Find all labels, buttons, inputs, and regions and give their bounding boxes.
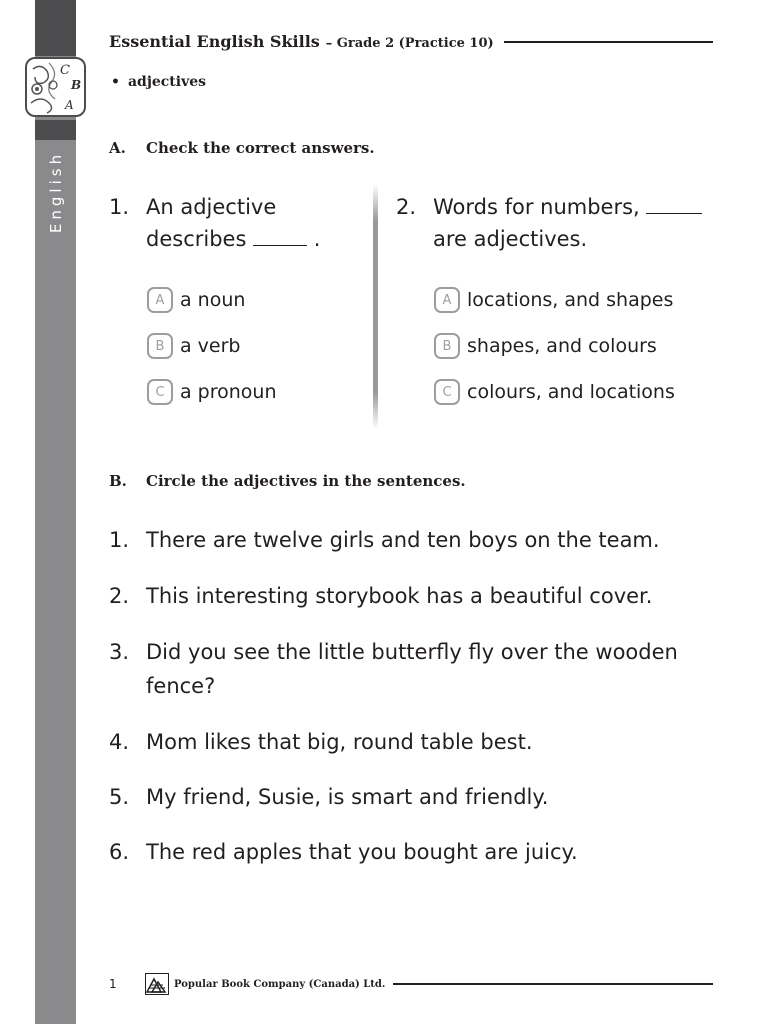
page-number: 1 — [109, 977, 117, 991]
sentence-text[interactable]: Did you see the little butterfly fly over the wooden fence? — [146, 640, 678, 698]
section-a-letter: A. — [109, 139, 126, 157]
question-1-text — [146, 191, 320, 255]
footer-rule — [393, 983, 713, 985]
section-b-letter: B. — [109, 472, 127, 490]
header-rule — [504, 41, 713, 43]
practice-label: – Grade 2 (Practice 10) — [325, 36, 494, 51]
sentence-number: 1. — [109, 528, 130, 552]
publisher-logo-icon — [145, 973, 169, 995]
option-text: a noun — [180, 289, 246, 311]
option-text: colours, and locations — [467, 381, 675, 403]
bullet-icon: • — [111, 74, 120, 90]
checkbox[interactable]: A — [147, 287, 173, 313]
answer-blank[interactable] — [253, 227, 307, 246]
question-1-period: . — [313, 227, 321, 251]
question-1-number: 1. — [109, 195, 130, 219]
section-b-instruction: Circle the adjectives in the sentences. — [146, 472, 466, 490]
topic-text: adjectives — [127, 74, 207, 90]
column-divider — [373, 184, 378, 429]
sentence-text[interactable]: The red apples that you bought are juicy. — [146, 840, 578, 864]
page-header — [109, 32, 713, 58]
option-text: locations, and shapes — [467, 289, 674, 311]
badge-letter-b: B — [71, 78, 82, 92]
checkbox[interactable]: C — [147, 379, 173, 405]
question-2 — [396, 191, 726, 255]
abc-logo-badge — [25, 57, 86, 117]
q2-option-a[interactable] — [434, 285, 673, 315]
option-text: a verb — [180, 335, 241, 357]
section-a-heading — [109, 139, 375, 157]
checkbox[interactable]: B — [147, 333, 173, 359]
question-2-number: 2. — [396, 195, 417, 219]
sentence-number: 4. — [109, 730, 130, 754]
sentence-text[interactable]: This interesting storybook has a beautiful cover. — [146, 584, 653, 608]
q1-option-c[interactable] — [147, 377, 277, 407]
topic-line — [111, 74, 206, 90]
section-b-heading — [109, 472, 466, 490]
checkbox[interactable]: A — [434, 287, 460, 313]
checkbox[interactable]: B — [434, 333, 460, 359]
question-1-line1: An adjective — [146, 195, 277, 219]
option-text: shapes, and colours — [467, 335, 657, 357]
sentence-number: 2. — [109, 584, 130, 608]
answer-blank[interactable] — [646, 195, 702, 214]
badge-letter-a: A — [65, 98, 74, 112]
question-1-line2-text: describes — [146, 227, 247, 251]
q2-option-c[interactable] — [434, 377, 675, 407]
sentence-text[interactable]: There are twelve girls and ten boys on the team. — [146, 528, 660, 552]
checkbox[interactable]: C — [434, 379, 460, 405]
q2-option-b[interactable] — [434, 331, 657, 361]
sentence-text[interactable]: My friend, Susie, is smart and friendly. — [146, 785, 549, 809]
section-a-instruction: Check the correct answers. — [146, 139, 375, 157]
abc-swirl-icon — [27, 59, 84, 115]
side-tab-mid-block — [35, 120, 76, 140]
option-text: a pronoun — [180, 381, 277, 403]
question-1-line2 — [146, 223, 320, 255]
sentence-text[interactable]: Mom likes that big, round table best. — [146, 730, 533, 754]
question-2-line1: Words for numbers, — [433, 195, 640, 219]
q1-option-a[interactable] — [147, 285, 245, 315]
sentence-number: 6. — [109, 840, 130, 864]
publisher-name: Popular Book Company (Canada) Ltd. — [174, 978, 386, 990]
sentence-number: 5. — [109, 785, 130, 809]
badge-letter-c: C — [60, 63, 70, 78]
side-tab-label: English — [47, 150, 65, 234]
q1-option-b[interactable] — [147, 331, 241, 361]
book-title: Essential English Skills — [109, 32, 320, 51]
question-2-text — [433, 191, 702, 255]
question-2-line1-wrap — [433, 191, 702, 223]
side-tab-top-block — [35, 0, 76, 56]
question-1 — [109, 191, 369, 255]
question-2-line2: are adjectives. — [433, 227, 588, 251]
sentence-number: 3. — [109, 640, 130, 664]
page-footer — [109, 972, 713, 996]
